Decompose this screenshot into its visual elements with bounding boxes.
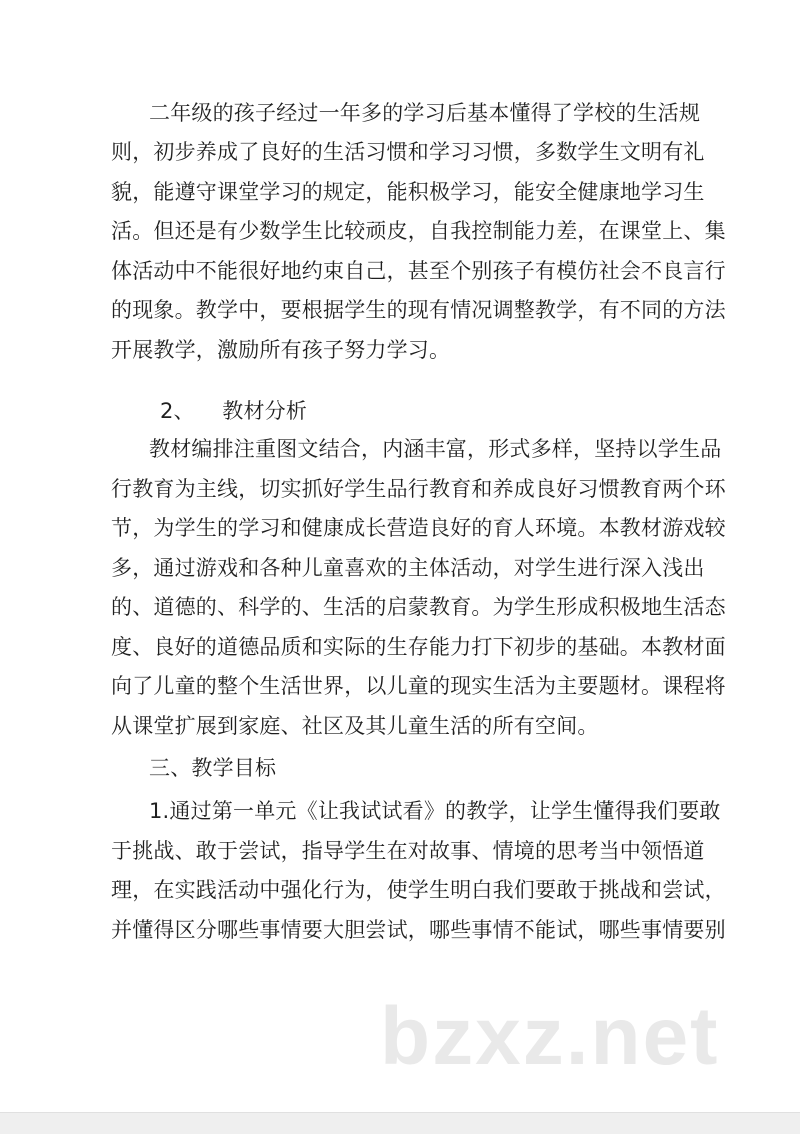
text-line: 从课堂扩展到家庭、社区及其儿童生活的所有空间。: [111, 714, 599, 738]
text-line: 的现象。教学中，要根据学生的现有情况调整教学，有不同的方法: [111, 298, 726, 322]
text-line: 并懂得区分哪些事情要大胆尝试，哪些事情不能试，哪些事情要别: [111, 918, 726, 942]
text-line: 体活动中不能很好地约束自己，甚至个别孩子有模仿社会不良言行: [111, 259, 726, 283]
section-heading: 三、教学目标: [149, 756, 277, 780]
text-line: 度、良好的道德品质和实际的生存能力打下初步的基础。本教材面: [111, 635, 726, 659]
text-line: 向了儿童的整个生活世界，以儿童的现实生活为主要题材。课程将: [111, 674, 726, 698]
text-line: 教材编排注重图文结合，内涵丰富，形式多样，坚持以学生品: [149, 437, 722, 461]
page-bottom-edge: [0, 1112, 800, 1134]
watermark: bzxz.net: [380, 991, 720, 1082]
text-line: 活。但还是有少数学生比较顽皮，自我控制能力差，在课堂上、集: [111, 219, 726, 243]
text-line: 1.通过第一单元《让我试试看》的教学，让学生懂得我们要敢: [149, 799, 721, 823]
text-line: 行教育为主线，切实抓好学生品行教育和养成良好习惯教育两个环: [111, 477, 726, 501]
section-heading: 2、 教材分析: [160, 399, 308, 423]
text-line: 的、道德的、科学的、生活的启蒙教育。为学生形成积极地生活态: [111, 595, 726, 619]
text-line: 于挑战、敢于尝试，指导学生在对故事、情境的思考当中领悟道: [111, 839, 705, 863]
text-line: 理，在实践活动中强化行为，使学生明白我们要敢于挑战和尝试，: [111, 878, 726, 902]
text-line: 则，初步养成了良好的生活习惯和学习习惯，多数学生文明有礼: [111, 140, 705, 164]
text-line: 多，通过游戏和各种儿童喜欢的主体活动，对学生进行深入浅出: [111, 556, 705, 580]
text-line: 二年级的孩子经过一年多的学习后基本懂得了学校的生活规: [149, 101, 701, 125]
text-line: 节，为学生的学习和健康成长营造良好的育人环境。本教材游戏较: [111, 516, 726, 540]
text-line: 开展教学，激励所有孩子努力学习。: [111, 338, 451, 362]
text-line: 貌，能遵守课堂学习的规定，能积极学习，能安全健康地学习生: [111, 180, 705, 204]
